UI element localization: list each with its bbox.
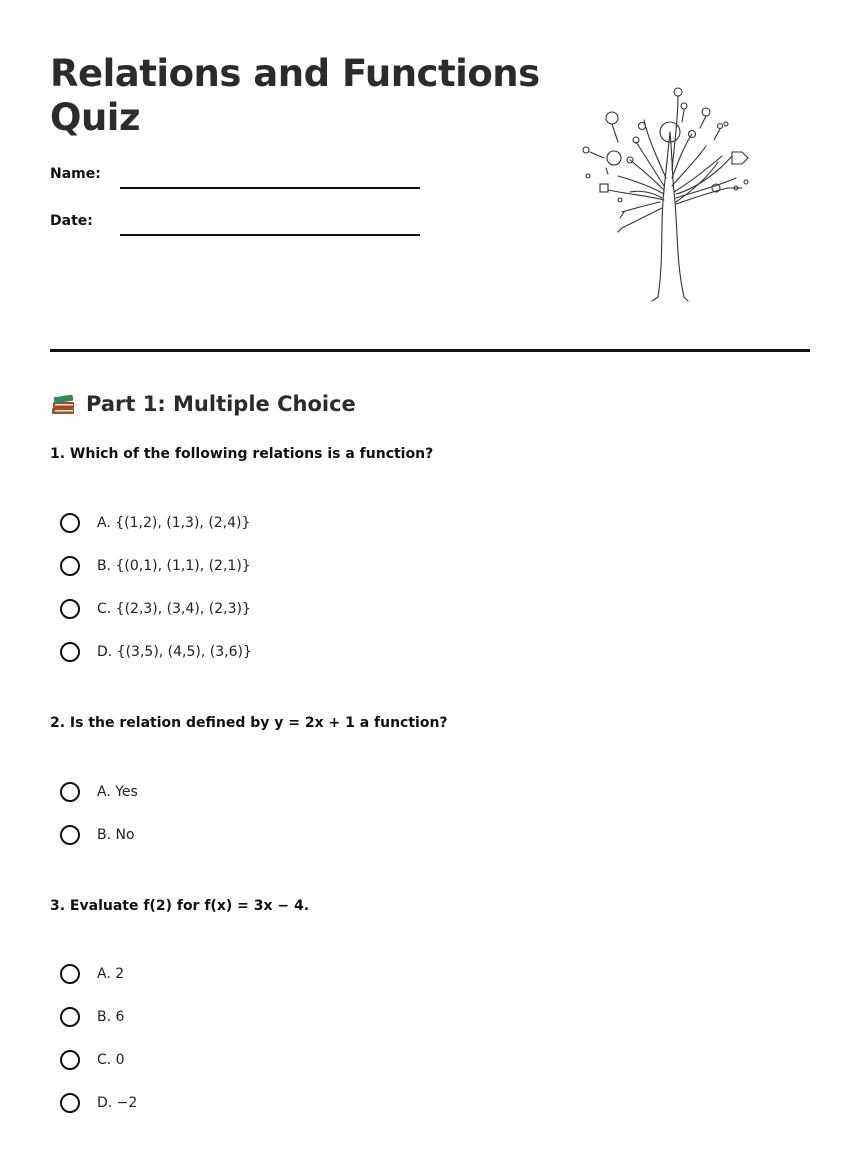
question-2: 2. Is the relation defined by y = 2x + 1 a function? — [50, 715, 448, 731]
date-label: Date: — [50, 213, 93, 229]
question-1-option-a[interactable] — [60, 510, 250, 536]
radio-button[interactable] — [60, 1093, 80, 1113]
section-header — [50, 388, 356, 420]
radio-button[interactable] — [60, 599, 80, 619]
option-label: A. 2 — [97, 966, 125, 982]
page-title-line-1: Relations and Functions — [50, 52, 540, 95]
name-label: Name: — [50, 166, 101, 182]
option-label: B. {(0,1), (1,1), (2,1)} — [97, 558, 251, 574]
radio-button[interactable] — [60, 964, 80, 984]
radio-button[interactable] — [60, 556, 80, 576]
question-1-option-b[interactable] — [60, 553, 251, 579]
question-3-option-d[interactable] — [60, 1090, 137, 1116]
option-label: B. 6 — [97, 1009, 125, 1025]
section-divider — [50, 349, 810, 352]
question-1-option-d[interactable] — [60, 639, 252, 665]
books-icon — [50, 391, 76, 417]
question-2-option-a[interactable] — [60, 779, 138, 805]
name-input-line[interactable] — [120, 187, 420, 189]
option-label: B. No — [97, 827, 135, 843]
radio-button[interactable] — [60, 642, 80, 662]
page-title — [50, 52, 540, 140]
page-title-line-2: Quiz — [50, 96, 141, 139]
question-3-option-c[interactable] — [60, 1047, 125, 1073]
radio-button[interactable] — [60, 513, 80, 533]
option-label: C. {(2,3), (3,4), (2,3)} — [97, 601, 251, 617]
date-input-line[interactable] — [120, 234, 420, 236]
question-3: 3. Evaluate f(2) for f(x) = 3x − 4. — [50, 898, 310, 914]
option-label: A. Yes — [97, 784, 138, 800]
question-1-option-c[interactable] — [60, 596, 251, 622]
option-label: D. {(3,5), (4,5), (3,6)} — [97, 644, 252, 660]
option-label: A. {(1,2), (1,3), (2,4)} — [97, 515, 251, 531]
question-3-option-b[interactable] — [60, 1004, 124, 1030]
radio-button[interactable] — [60, 825, 80, 845]
radio-button[interactable] — [60, 1007, 80, 1027]
function-tree-icon — [560, 82, 760, 302]
option-label: D. −2 — [97, 1095, 138, 1111]
question-2-option-b[interactable] — [60, 822, 135, 848]
question-1: 1. Which of the following relations is a function? — [50, 446, 434, 462]
option-label: C. 0 — [97, 1052, 125, 1068]
section-title: Part 1: Multiple Choice — [86, 392, 356, 416]
radio-button[interactable] — [60, 782, 80, 802]
question-3-option-a[interactable] — [60, 961, 124, 987]
radio-button[interactable] — [60, 1050, 80, 1070]
